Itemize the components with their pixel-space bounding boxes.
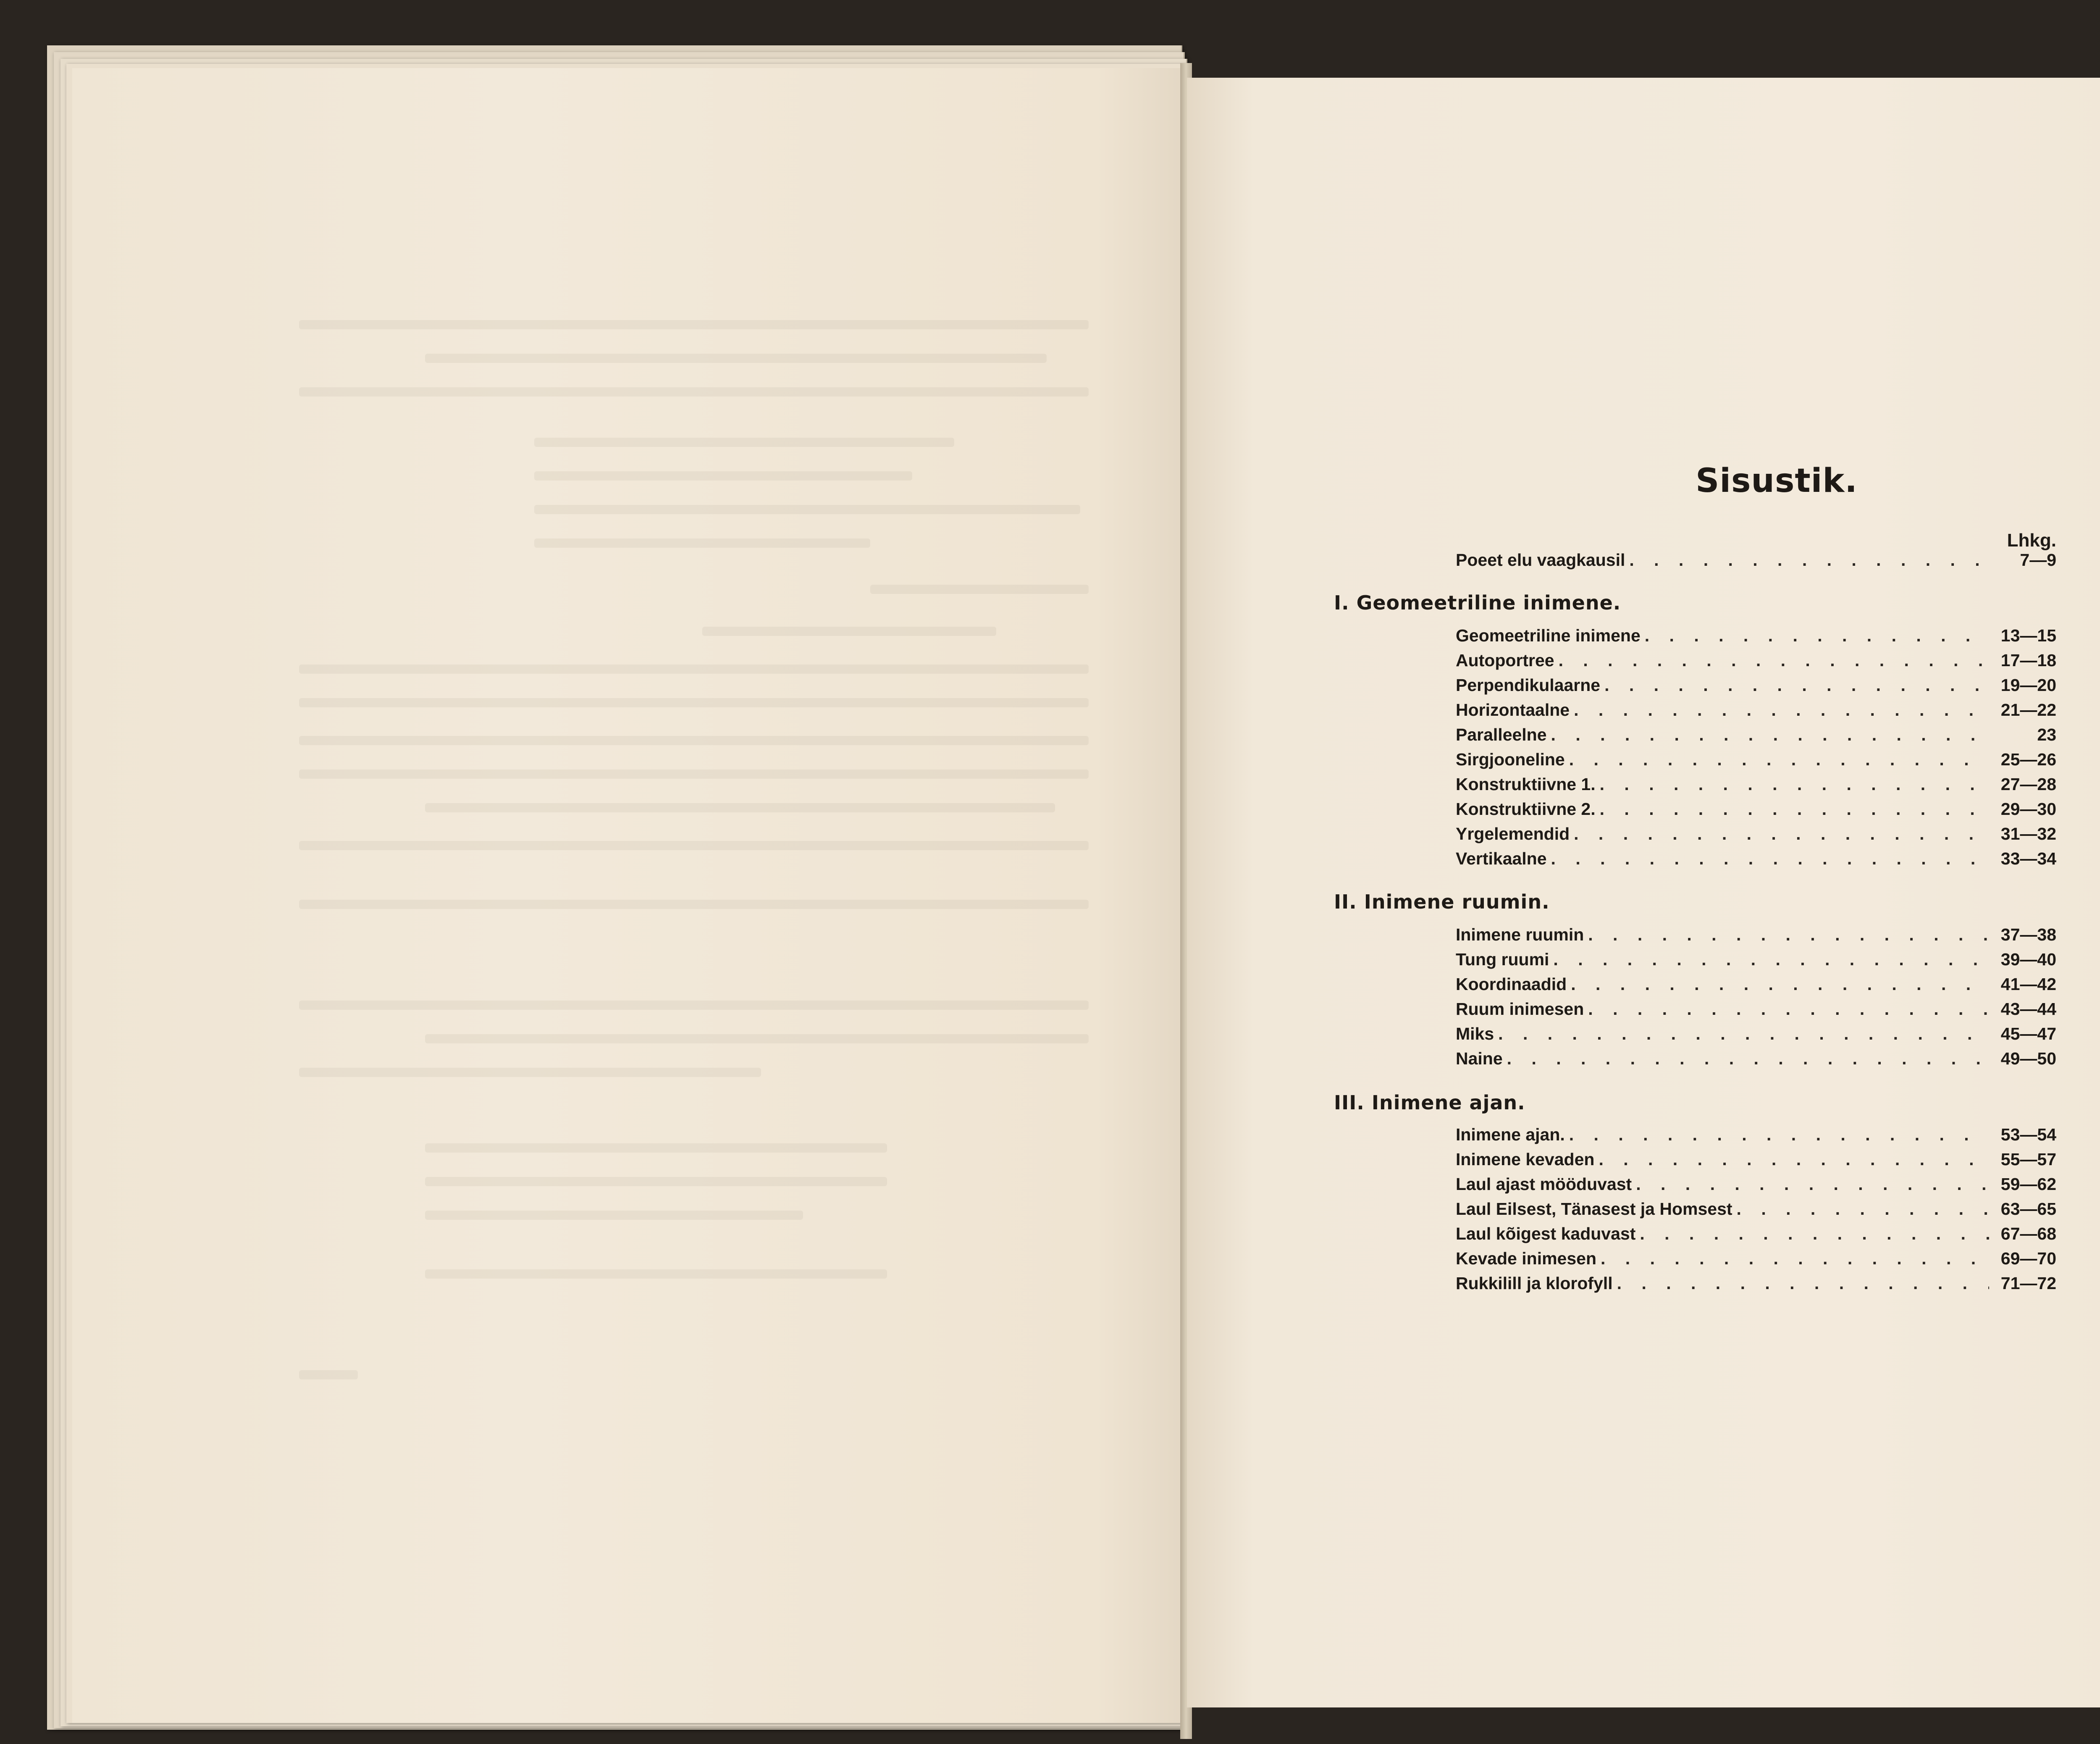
- dot-leader: [1600, 775, 1989, 794]
- toc-entry-label: Naine: [1456, 1049, 1503, 1068]
- toc-entry-pages: 53—54: [2000, 1125, 2056, 1144]
- dot-leader: [1569, 1125, 1989, 1145]
- dot-leader: [1737, 1199, 1989, 1219]
- dot-leader: [1600, 799, 1989, 819]
- toc-entry: [1456, 775, 2056, 800]
- toc-entry: [1456, 1150, 2056, 1175]
- toc-entry-label: Laul ajast mööduvast: [1456, 1174, 1632, 1194]
- toc-entry-pages: 19—20: [2000, 675, 2056, 695]
- dot-leader: [1574, 700, 1989, 720]
- toc-entry-pages: 29—30: [2000, 799, 2056, 819]
- toc-title: Sisustik.: [1696, 462, 1858, 500]
- toc-entry-label: Sirgjooneline: [1456, 750, 1565, 769]
- toc-entry-label: Tung ruumi: [1456, 950, 1549, 969]
- toc-entry-pages: 17—18: [2000, 651, 2056, 670]
- dot-leader: [1571, 974, 1989, 994]
- toc-entry-pages: 25—26: [2000, 750, 2056, 769]
- toc-entry-pages: 67—68: [2000, 1224, 2056, 1243]
- toc-entry-label: Kevade inimesen: [1456, 1249, 1596, 1268]
- toc-entry: [1456, 974, 2056, 1000]
- toc-entry-label: Inimene ajan.: [1456, 1125, 1565, 1144]
- dot-leader: [1599, 1150, 1989, 1169]
- dot-leader: [1629, 550, 1989, 570]
- toc-entry-pages: 71—72: [2000, 1274, 2056, 1293]
- toc-entry: [1456, 950, 2056, 975]
- toc-entry-label: Paralleelne: [1456, 725, 1547, 744]
- dot-leader: [1636, 1174, 1989, 1194]
- toc-entry-label: Horizontaalne: [1456, 700, 1570, 720]
- toc-entry-pages: 59—62: [2000, 1174, 2056, 1194]
- toc-entry: [1456, 1249, 2056, 1274]
- toc-entry-label: Konstruktiivne 1.: [1456, 775, 1596, 794]
- toc-entry-label: Konstruktiivne 2.: [1456, 799, 1596, 819]
- toc-entry-pages: 27—28: [2000, 775, 2056, 794]
- toc-entry-label: Yrgelemendid: [1456, 824, 1570, 843]
- toc-entry: [1456, 725, 2056, 750]
- toc-entry: [1456, 999, 2056, 1024]
- dot-leader: [1574, 824, 1989, 844]
- toc-entry-label: Vertikaalne: [1456, 849, 1547, 868]
- toc-entry-label: Rukkilill ja klorofyll: [1456, 1274, 1613, 1293]
- toc-entry: [1456, 750, 2056, 775]
- toc-entry-pages: 23: [2037, 725, 2056, 744]
- toc-entry-label: Koordinaadid: [1456, 974, 1567, 994]
- dot-leader: [1569, 750, 1989, 770]
- toc-entry: [1456, 1274, 2056, 1299]
- toc-entry-pages: 69—70: [2000, 1249, 2056, 1268]
- dot-leader: [1604, 675, 1989, 695]
- toc-entry-label: Autoportree: [1456, 651, 1554, 670]
- dot-leader: [1551, 849, 1989, 869]
- dot-leader: [1640, 1224, 1989, 1244]
- dot-leader: [1551, 725, 1989, 745]
- toc-entry-pages: 49—50: [2000, 1049, 2056, 1068]
- toc-entry: [1456, 824, 2056, 849]
- dot-leader: [1498, 1024, 1989, 1044]
- toc-entry: [1456, 1224, 2056, 1249]
- toc-entry: [1456, 626, 2056, 651]
- toc-entry-pages: 55—57: [2000, 1150, 2056, 1169]
- toc-entry: [1456, 700, 2056, 725]
- dot-leader: [1559, 651, 1989, 670]
- toc-entry: [1456, 550, 2056, 575]
- toc-entry: [1456, 1199, 2056, 1224]
- section-title: I. Geomeetriline inimene.: [1334, 591, 1621, 614]
- toc-entry: [1456, 1024, 2056, 1049]
- left-page-blank: [72, 68, 1185, 1723]
- toc-entry: [1456, 651, 2056, 676]
- right-page: [1187, 78, 2100, 1707]
- toc-entry-pages: 21—22: [2000, 700, 2056, 720]
- toc-entry: [1456, 925, 2056, 950]
- toc-entry: [1456, 675, 2056, 701]
- toc-entry-pages: 13—15: [2000, 626, 2056, 645]
- toc-entry-pages: 31—32: [2000, 824, 2056, 843]
- toc-entry-label: Ruum inimesen: [1456, 999, 1584, 1019]
- toc-entry: [1456, 849, 2056, 874]
- toc-entry-label: Inimene ruumin: [1456, 925, 1584, 944]
- toc-entry-pages: 41—42: [2000, 974, 2056, 994]
- toc-entry-label: Laul Eilsest, Tänasest ja Homsest: [1456, 1199, 1732, 1219]
- section-title: II. Inimene ruumin.: [1334, 890, 1550, 913]
- toc-entry-label: Miks: [1456, 1024, 1494, 1043]
- toc-entry-label: Poeet elu vaagkausil: [1456, 550, 1625, 570]
- dot-leader: [1617, 1274, 1989, 1293]
- toc-entry-pages: 39—40: [2000, 950, 2056, 969]
- dot-leader: [1645, 626, 1989, 646]
- toc-entry-label: Geomeetriline inimene: [1456, 626, 1641, 645]
- dot-leader: [1553, 950, 1989, 969]
- toc-entry: [1456, 1125, 2056, 1150]
- dot-leader: [1588, 999, 1989, 1019]
- toc-entry-label: Laul kõigest kaduvast: [1456, 1224, 1636, 1243]
- dot-leader: [1507, 1049, 1989, 1069]
- dot-leader: [1588, 925, 1989, 945]
- toc-entry: [1456, 799, 2056, 825]
- pages-column-header: Lhkg.: [2007, 530, 2056, 551]
- toc-entry-pages: 63—65: [2000, 1199, 2056, 1219]
- toc-entry: [1456, 1049, 2056, 1074]
- toc-entry-label: Perpendikulaarne: [1456, 675, 1601, 695]
- toc-entry-pages: 43—44: [2000, 999, 2056, 1019]
- toc-entry-label: Inimene kevaden: [1456, 1150, 1595, 1169]
- toc-entry-pages: 37—38: [2000, 925, 2056, 944]
- toc-entry: [1456, 1174, 2056, 1200]
- dot-leader: [1601, 1249, 1989, 1269]
- toc-entry-pages: 33—34: [2000, 849, 2056, 868]
- toc-entry-pages: 45—47: [2000, 1024, 2056, 1043]
- toc-entry-pages: 7—9: [2020, 550, 2056, 570]
- section-title: III. Inimene ajan.: [1334, 1091, 1525, 1114]
